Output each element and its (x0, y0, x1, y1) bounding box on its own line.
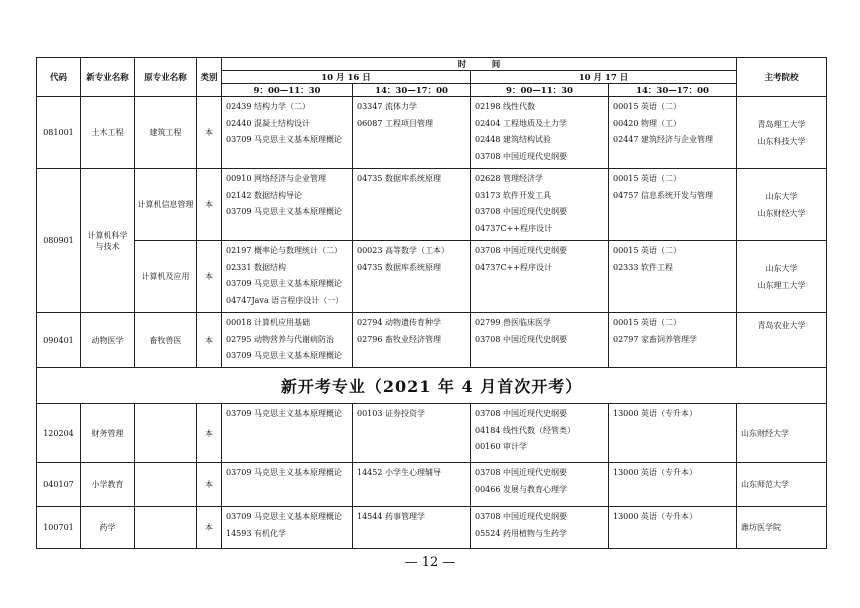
course: 02198 线性代数 (475, 102, 535, 111)
table-row (37, 507, 827, 549)
course: 03709 马克思主义基本原理概论 (226, 207, 342, 216)
row-code: 081001 (37, 97, 81, 169)
course: 13000 英语（专升本） (613, 512, 697, 521)
course: 00466 发展与教育心理学 (475, 484, 567, 494)
row-code: 120204 (37, 404, 81, 463)
exam-schedule-table (36, 57, 827, 549)
row-code: 040107 (37, 463, 81, 507)
course: 03709 马克思主义基本原理概论 (226, 351, 342, 360)
courses-d2am (471, 97, 609, 169)
course: 04737C++程序设计 (475, 262, 552, 272)
course: 03708 中国近现代史纲要 (475, 246, 567, 255)
course: 03709 马克思主义基本原理概论 (226, 468, 342, 477)
header-day2: 10 月 17 日 (471, 71, 737, 84)
page-number: — 12 — (404, 555, 456, 570)
course: 02333 软件工程 (613, 262, 673, 272)
courses-d2am (471, 241, 609, 313)
courses-d2pm (609, 97, 737, 169)
courses-d1am (222, 97, 353, 169)
row-school: 山东财经大学 (737, 404, 827, 463)
row-schools (737, 97, 827, 169)
course: 02628 管理经济学 (475, 174, 543, 183)
course: 14452 小学生心理辅导 (357, 468, 441, 477)
row-level: 本 (197, 313, 222, 368)
header-day2-afternoon: 14：30—17：00 (609, 84, 737, 97)
course: 00018 计算机应用基础 (226, 318, 310, 327)
course: 00420 物理（工） (613, 118, 681, 128)
header-old-major: 原专业名称 (135, 58, 197, 97)
header-new-major: 新专业名称 (81, 58, 135, 97)
row-school: 山东师范大学 (737, 463, 827, 507)
course: 02795 动物营养与代谢病防治 (226, 334, 334, 344)
course: 04184 线性代数（经管类） (475, 425, 575, 435)
school: 青岛理工大学 (757, 119, 806, 129)
school: 青岛农业大学 (757, 321, 806, 330)
row-code: 080901 (37, 169, 81, 313)
courses-d1am (222, 404, 353, 463)
school: 山东大学 (765, 191, 798, 201)
row-old-major (135, 507, 197, 549)
courses-d2am (471, 463, 609, 507)
courses-d1am (222, 169, 353, 241)
courses-d2am (471, 169, 609, 241)
course: 13000 英语（专升本） (613, 409, 697, 418)
row-school: 潍坊医学院 (737, 507, 827, 549)
course: 00103 证券投资学 (357, 409, 425, 418)
courses-d1am (222, 241, 353, 313)
course: 03708 中国近现代史纲要 (475, 207, 567, 216)
courses-d2pm (609, 404, 737, 463)
row-level: 本 (197, 241, 222, 313)
courses-d2am (471, 404, 609, 463)
school: 山东财经大学 (757, 208, 806, 218)
table-row (37, 97, 827, 169)
course: 04735 数据库系统原理 (357, 262, 441, 272)
row-new-major: 药学 (81, 507, 135, 549)
course: 00015 英语（二） (613, 246, 681, 255)
header-level: 类别 (197, 58, 222, 97)
courses-d1am (222, 313, 353, 368)
course: 02797 家畜饲养管理学 (613, 334, 697, 344)
row-new-major: 土木工程 (81, 97, 135, 169)
course: 04757 信息系统开发与管理 (613, 190, 713, 200)
courses-d1pm (353, 507, 471, 549)
course: 02448 建筑结构试验 (475, 135, 551, 144)
course: 03709 马克思主义基本原理概论 (226, 135, 342, 144)
row-schools (737, 241, 827, 313)
row-old-major: 计算机及应用 (135, 241, 197, 313)
course: 06087 工程项目管理 (357, 118, 433, 128)
course: 04735 数据库系统原理 (357, 174, 441, 183)
row-old-major: 计算机信息管理 (135, 169, 197, 241)
courses-d2pm (609, 241, 737, 313)
table-row (37, 313, 827, 368)
course: 03709 马克思主义基本原理概论 (226, 409, 342, 418)
row-level: 本 (197, 404, 222, 463)
courses-d1pm (353, 463, 471, 507)
course: 03347 流体力学 (357, 102, 417, 111)
course: 02439 结构力学（二） (226, 102, 310, 111)
table-row (37, 404, 827, 463)
courses-d1am (222, 463, 353, 507)
course: 02197 概率论与数理统计（二） (226, 246, 342, 255)
school: 山东大学 (765, 263, 798, 273)
row-new-major: 计算机科学与技术 (81, 169, 135, 313)
course: 05524 药用植物与生药学 (475, 528, 567, 538)
header-time: 时 间 (222, 58, 737, 71)
courses-d2pm (609, 507, 737, 549)
header-day1: 10 月 16 日 (222, 71, 471, 84)
courses-d1pm (353, 404, 471, 463)
row-level: 本 (197, 463, 222, 507)
course: 02799 兽医临床医学 (475, 318, 551, 327)
courses-d2am (471, 507, 609, 549)
course: 03709 马克思主义基本原理概论 (226, 512, 342, 521)
course: 00015 英语（二） (613, 318, 681, 327)
row-old-major (135, 463, 197, 507)
row-old-major: 畜牧兽医 (135, 313, 197, 368)
course: 00910 网络经济与企业管理 (226, 174, 326, 183)
courses-d1am (222, 507, 353, 549)
school: 山东科技大学 (757, 136, 806, 146)
header-code: 代码 (37, 58, 81, 97)
course: 04747Java 语言程序设计（一） (226, 295, 344, 305)
course: 03708 中国近现代史纲要 (475, 151, 567, 161)
course: 02142 数据结构导论 (226, 190, 302, 200)
header-day2-morning: 9：00—11：30 (471, 84, 609, 97)
row-schools (737, 313, 827, 368)
course: 03708 中国近现代史纲要 (475, 512, 567, 521)
row-schools (737, 169, 827, 241)
section-title: 新开考专业（2021 年 4 月首次开考） (37, 368, 827, 404)
header-day1-afternoon: 14：30—17：00 (353, 84, 471, 97)
course: 14544 药事管理学 (357, 512, 425, 521)
table-row (37, 241, 827, 313)
row-new-major: 小学教育 (81, 463, 135, 507)
row-level: 本 (197, 169, 222, 241)
course: 02440 混凝土结构设计 (226, 118, 310, 128)
courses-d1pm (353, 241, 471, 313)
courses-d1pm (353, 97, 471, 169)
courses-d2pm (609, 169, 737, 241)
courses-d2pm (609, 313, 737, 368)
row-level: 本 (197, 97, 222, 169)
courses-d1pm (353, 313, 471, 368)
header-day1-morning: 9：00—11：30 (222, 84, 353, 97)
row-new-major: 财务管理 (81, 404, 135, 463)
course: 03173 软件开发工具 (475, 190, 551, 200)
course: 02331 数据结构 (226, 262, 286, 272)
course: 02404 工程地质及土力学 (475, 118, 567, 128)
course: 00023 高等数学（工本） (357, 246, 449, 255)
header-school: 主考院校 (737, 58, 827, 97)
course: 00015 英语（二） (613, 102, 681, 111)
course: 03708 中国近现代史纲要 (475, 334, 567, 344)
course: 02447 建筑经济与企业管理 (613, 135, 713, 144)
row-old-major: 建筑工程 (135, 97, 197, 169)
course: 04737C++程序设计 (475, 223, 552, 233)
courses-d2pm (609, 463, 737, 507)
courses-d1pm (353, 169, 471, 241)
row-old-major (135, 404, 197, 463)
course: 03709 马克思主义基本原理概论 (226, 279, 342, 288)
row-level: 本 (197, 507, 222, 549)
course: 00160 审计学 (475, 442, 527, 451)
table-row (37, 169, 827, 241)
course: 03708 中国近现代史纲要 (475, 409, 567, 418)
table-row (37, 463, 827, 507)
course: 02796 畜牧业经济管理 (357, 334, 441, 344)
row-code: 090401 (37, 313, 81, 368)
course: 13000 英语（专升本） (613, 468, 697, 477)
courses-d2am (471, 313, 609, 368)
row-new-major: 动物医学 (81, 313, 135, 368)
course: 00015 英语（二） (613, 174, 681, 183)
course: 02794 动物遗传育种学 (357, 318, 441, 327)
course: 03708 中国近现代史纲要 (475, 468, 567, 477)
row-code: 100701 (37, 507, 81, 549)
course: 14593 有机化学 (226, 528, 286, 538)
school: 山东理工大学 (757, 280, 806, 290)
